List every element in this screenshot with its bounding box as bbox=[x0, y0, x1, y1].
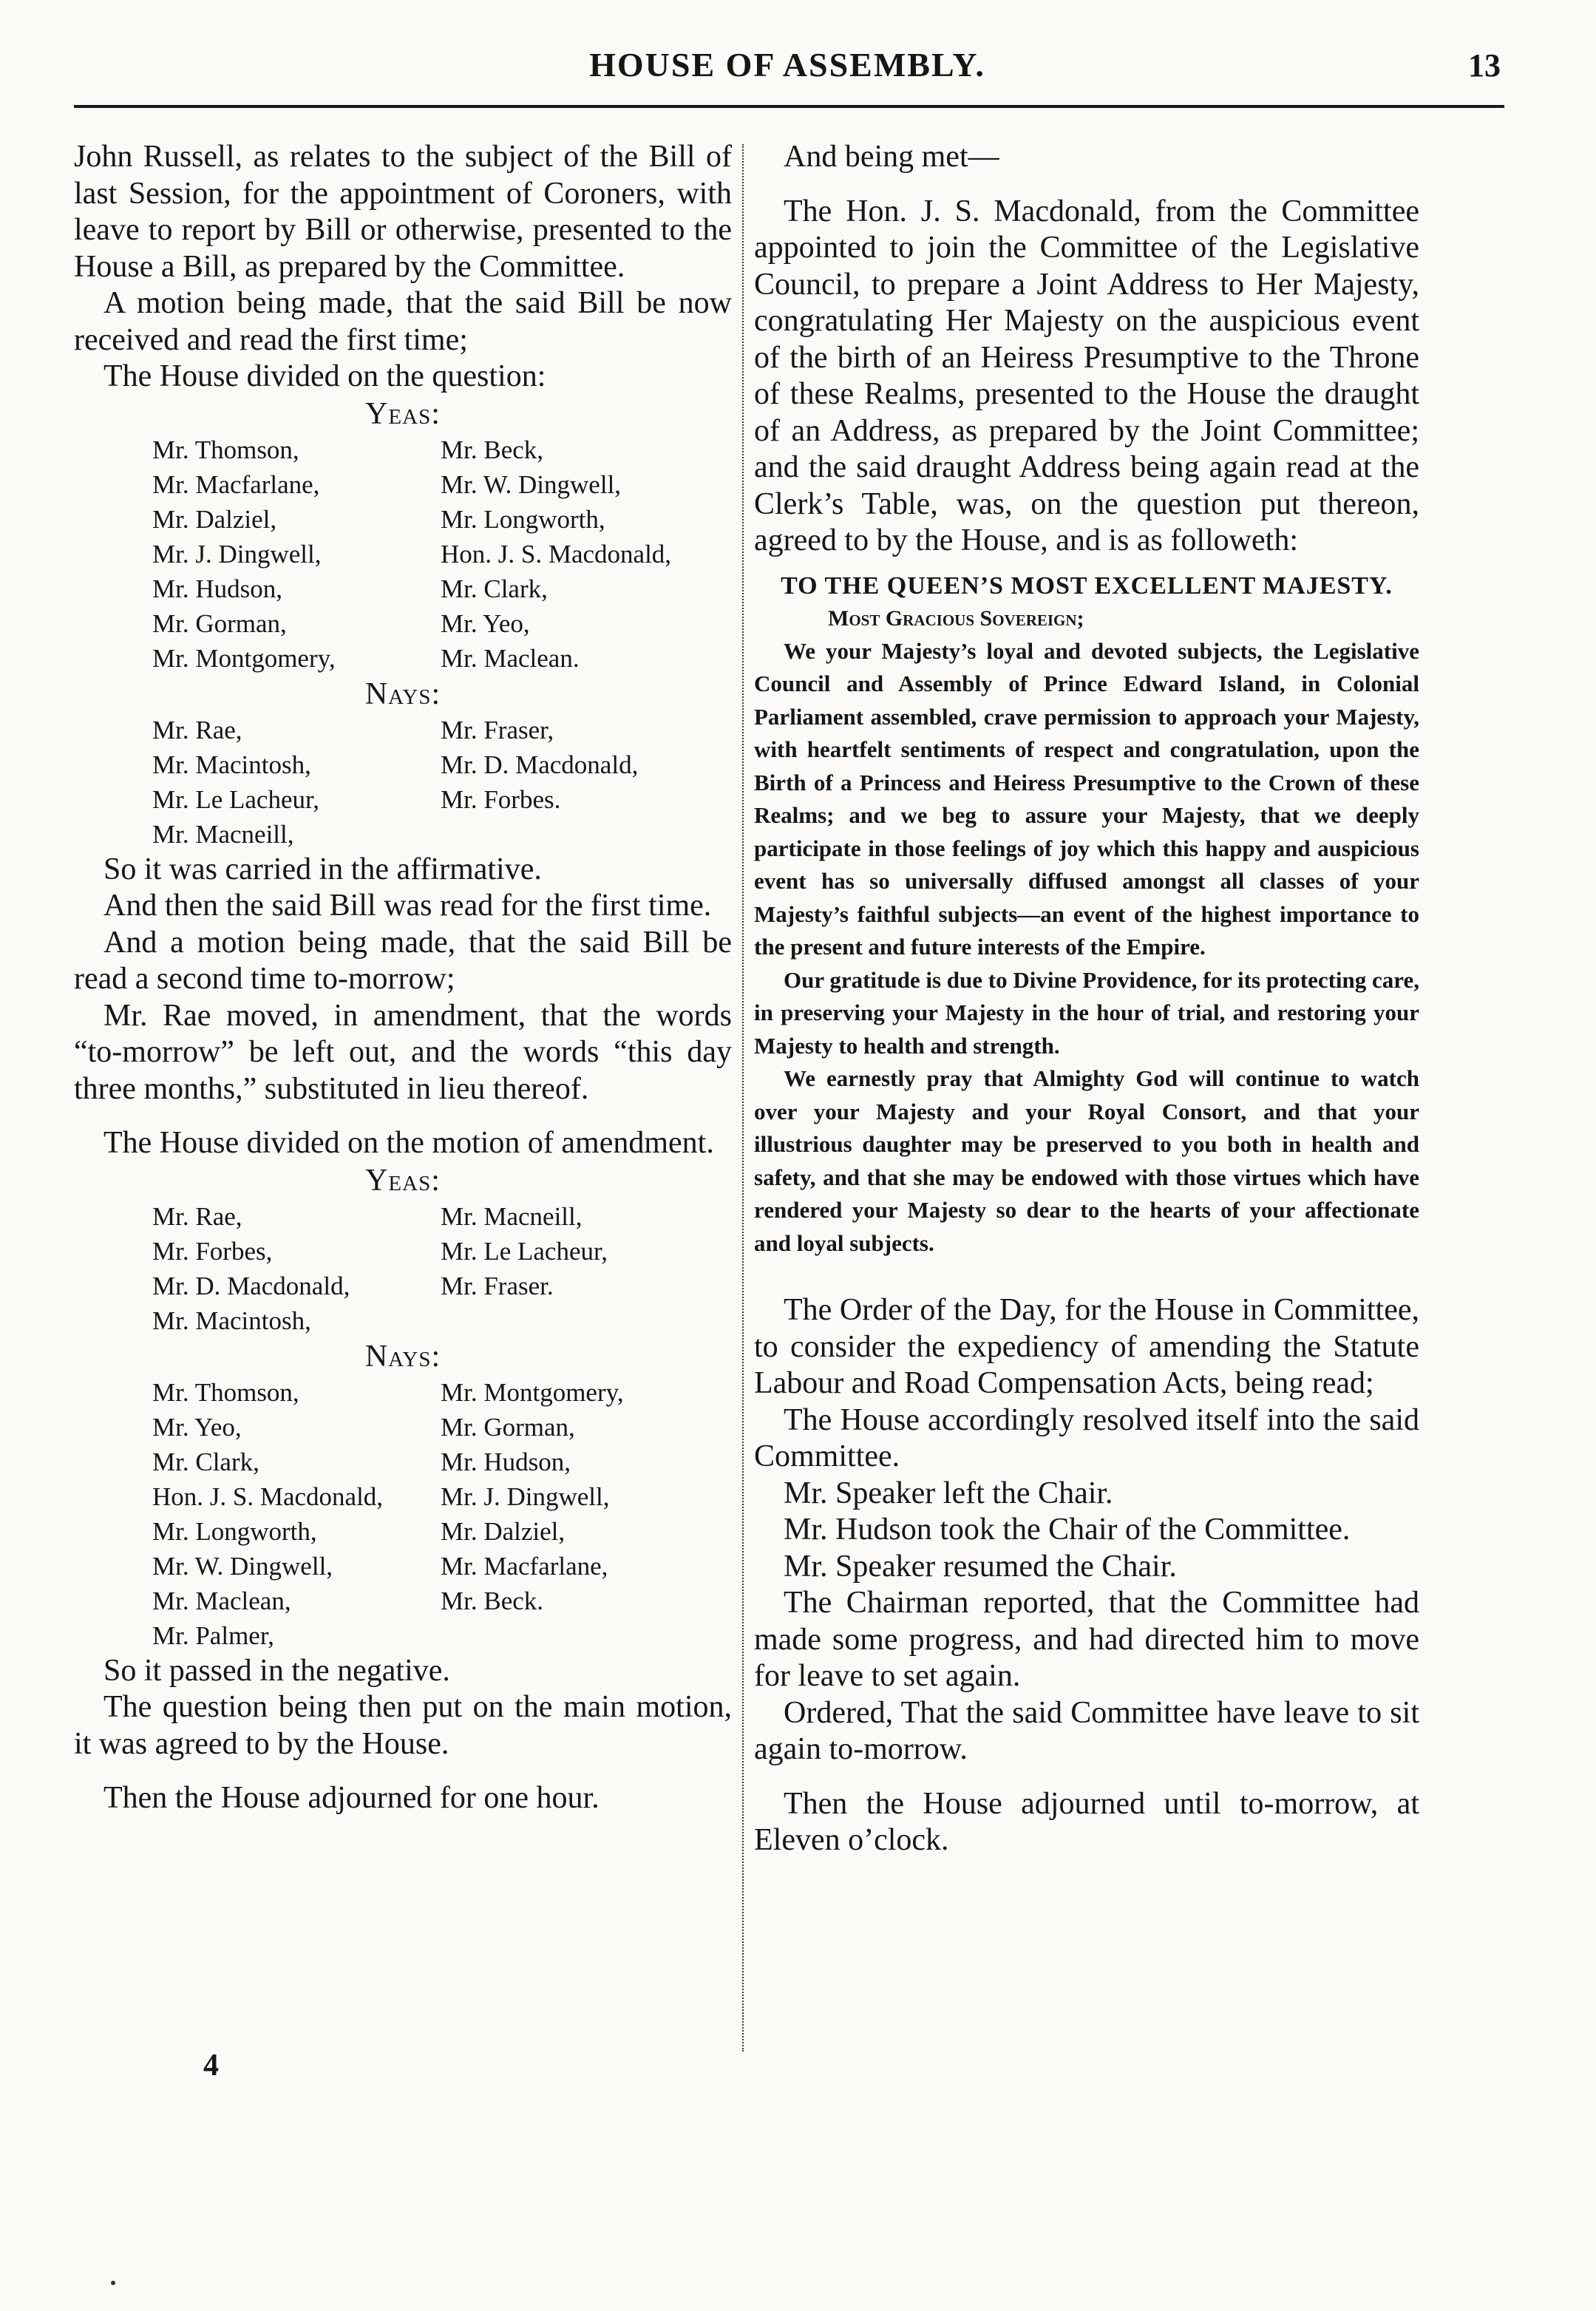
member-name bbox=[441, 817, 736, 852]
paragraph: The Order of the Day, for the House in Committee, to consider the expediency of amending the Statute Labour and Road Compensation Acts, being read; bbox=[754, 1293, 1419, 1400]
spacer bbox=[74, 1762, 732, 1780]
member-name: Mr. Thomson, bbox=[152, 435, 299, 464]
spacer bbox=[754, 176, 1419, 194]
member-name: Mr. Maclean, bbox=[152, 1586, 291, 1615]
paragraph: The Chairman reported, that the Committee had made some progress, and had directed him to move for leave to set again. bbox=[754, 1586, 1419, 1693]
member-name: Mr. Palmer, bbox=[152, 1621, 274, 1650]
member-name: Mr. W. Dingwell, bbox=[441, 469, 622, 499]
paragraph: And being met— bbox=[784, 140, 999, 174]
address-paragraph: We earnestly pray that Almighty God will continue to watch over your Majesty and your Royal Consort, and that your illustrious daughter may be preserved to you both in health and safety, and that she may be endowed with those virtues which have rendered your Majesty so dear to the hearts of your affectionate and loyal subjects. bbox=[754, 1065, 1419, 1256]
paragraph: Ordered, That the said Committee have leave to sit again to-morrow. bbox=[754, 1695, 1419, 1766]
member-name: Mr. Macneill, bbox=[441, 1201, 583, 1231]
member-name: Mr. Gorman, bbox=[152, 608, 287, 638]
member-name: Mr. Montgomery, bbox=[152, 643, 336, 673]
member-name: Mr. Macneill, bbox=[152, 819, 294, 849]
running-title: HOUSE OF ASSEMBLY. bbox=[589, 46, 985, 84]
paragraph: The Hon. J. S. Macdonald, from the Committee appointed to join the Committee of the Legislative Council, to prepare a Joint Address to Her Majesty, congratulating Her Majesty on the auspicious event of the birth of an Heiress Presumptive to the Throne of these Realms, presented to the House the draught of an Address, as prepared by the Joint Committee; and the said draught Address being again read at the Clerk’s Table, was, on the question put thereon, agreed to by the House, and is as followeth: bbox=[754, 194, 1419, 557]
member-name: Mr. Hudson, bbox=[152, 574, 282, 603]
member-name: Mr. J. Dingwell, bbox=[441, 1482, 610, 1511]
paragraph: And then the said Bill was read for the first time. bbox=[103, 889, 712, 923]
member-name: Mr. Macintosh, bbox=[152, 1306, 311, 1335]
right-column bbox=[754, 139, 1419, 1859]
member-name: Mr. Beck, bbox=[441, 435, 544, 464]
member-name: Mr. Clark, bbox=[441, 574, 548, 603]
paragraph: The House divided on the question: bbox=[103, 359, 546, 393]
member-name: Mr. Dalziel, bbox=[152, 504, 277, 534]
member-name: Mr. Forbes. bbox=[441, 784, 561, 814]
member-name: Mr. Clark, bbox=[152, 1447, 259, 1476]
member-name: Mr. Thomson, bbox=[152, 1377, 299, 1407]
yeas-heading: Yeas: bbox=[365, 1163, 441, 1198]
spacer bbox=[74, 1107, 732, 1125]
page-header bbox=[74, 41, 1501, 96]
signature-mark: 4 bbox=[203, 2049, 219, 2083]
paragraph: The question being then put on the main motion, it was agreed to by the House. bbox=[74, 1690, 732, 1761]
member-name: Mr. Maclean. bbox=[441, 643, 580, 673]
address-paragraph: We your Majesty’s loyal and devoted subjects, the Legislative Council and Assembly of Prince Edward Island, in Colonial Parliament assembled, crave permission to approach your Majesty, with heartfelt sentiments of respect and congratulation, upon the Birth of a Princess and Heiress Presumptive to the Crown of these Realms; and we beg to assure your Majesty, that we deeply participate in those feelings of joy which this happy and auspicious event has so universally diffused amongst all classes of your Majesty’s faithful subjects—an event of the highest importance to the present and future interests of the Empire. bbox=[754, 637, 1419, 960]
member-name: Mr. Rae, bbox=[152, 715, 242, 744]
nays-heading: Nays: bbox=[364, 676, 441, 711]
column-divider bbox=[742, 144, 745, 2052]
member-name: Mr. Macintosh, bbox=[152, 750, 311, 779]
member-name: Mr. Gorman, bbox=[441, 1412, 575, 1442]
member-name: Mr. Le Lacheur, bbox=[441, 1236, 608, 1266]
member-name: Mr. Longworth, bbox=[152, 1516, 317, 1546]
member-name: Mr. Macfarlane, bbox=[152, 469, 320, 499]
address-title: TO THE QUEEN’S MOST EXCELLENT MAJESTY. bbox=[781, 571, 1393, 600]
member-name: Mr. Yeo, bbox=[441, 608, 530, 638]
member-name: Mr. Montgomery, bbox=[441, 1377, 624, 1407]
ink-speck bbox=[111, 2281, 115, 2285]
nays-list bbox=[152, 1375, 732, 1653]
header-rule bbox=[74, 105, 1504, 108]
spacer bbox=[754, 1768, 1419, 1786]
nays-list bbox=[152, 713, 732, 852]
member-name: Mr. Beck. bbox=[441, 1586, 544, 1615]
member-name bbox=[441, 1618, 736, 1653]
member-name: Mr. Dalziel, bbox=[441, 1516, 566, 1546]
spacer bbox=[754, 1260, 1419, 1292]
address-paragraph: Our gratitude is due to Divine Providence, for its protecting care, in preserving your Majesty in the hour of trial, and restoring your Majesty to health and strength. bbox=[754, 966, 1419, 1059]
member-name: Mr. Macfarlane, bbox=[441, 1551, 608, 1581]
member-name: Mr. W. Dingwell, bbox=[152, 1551, 333, 1581]
member-name: Mr. Longworth, bbox=[441, 504, 605, 534]
yeas-list bbox=[152, 432, 732, 676]
yeas-heading: Yeas: bbox=[365, 396, 441, 431]
member-name: Mr. D. Macdonald, bbox=[441, 750, 639, 779]
paragraph: So it passed in the negative. bbox=[103, 1653, 450, 1688]
member-name: Mr. D. Macdonald, bbox=[152, 1271, 350, 1300]
member-name: Mr. Fraser, bbox=[441, 715, 554, 744]
member-name: Mr. Fraser. bbox=[441, 1271, 554, 1300]
left-column bbox=[74, 139, 732, 1817]
paragraph: The House divided on the motion of amendment. bbox=[103, 1126, 714, 1160]
member-name: Mr. Yeo, bbox=[152, 1412, 242, 1442]
member-name: Mr. Hudson, bbox=[441, 1447, 571, 1476]
member-name bbox=[441, 1303, 736, 1338]
yeas-list bbox=[152, 1199, 732, 1338]
paragraph: Mr. Hudson took the Chair of the Committee. bbox=[784, 1513, 1351, 1547]
member-name: Mr. Rae, bbox=[152, 1201, 242, 1231]
paragraph: Mr. Speaker resumed the Chair. bbox=[784, 1549, 1177, 1584]
address-salutation: Most Gracious Sovereign; bbox=[828, 605, 1084, 631]
paragraph: Then the House adjourned until to-morrow, at Eleven o’clock. bbox=[754, 1786, 1419, 1857]
member-name: Hon. J. S. Macdonald, bbox=[152, 1482, 384, 1511]
member-name: Mr. Le Lacheur, bbox=[152, 784, 319, 814]
paragraph: The House accordingly resolved itself into the said Committee. bbox=[754, 1402, 1419, 1473]
paragraph: So it was carried in the affirmative. bbox=[103, 852, 542, 886]
paragraph: John Russell, as relates to the subject of the Bill of last Session, for the appointment of Coroners, with leave to report by Bill or otherwise, presented to the House a Bill, as prepared by the Committee. bbox=[74, 140, 732, 284]
page-number: 13 bbox=[1468, 47, 1501, 84]
nays-heading: Nays: bbox=[364, 1339, 441, 1374]
paragraph: Mr. Rae moved, in amendment, that the words “to-morrow” be left out, and the words “this day three months,” substituted in lieu thereof. bbox=[74, 998, 732, 1106]
member-name: Mr. J. Dingwell, bbox=[152, 539, 322, 569]
paragraph: A motion being made, that the said Bill be now received and read the first time; bbox=[74, 286, 732, 357]
paragraph: And a motion being made, that the said Bill be read a second time to-morrow; bbox=[74, 925, 732, 996]
paragraph: Mr. Speaker left the Chair. bbox=[784, 1476, 1113, 1510]
paragraph: Then the House adjourned for one hour. bbox=[103, 1781, 600, 1815]
member-name: Mr. Forbes, bbox=[152, 1236, 273, 1266]
member-name: Hon. J. S. Macdonald, bbox=[441, 539, 672, 569]
